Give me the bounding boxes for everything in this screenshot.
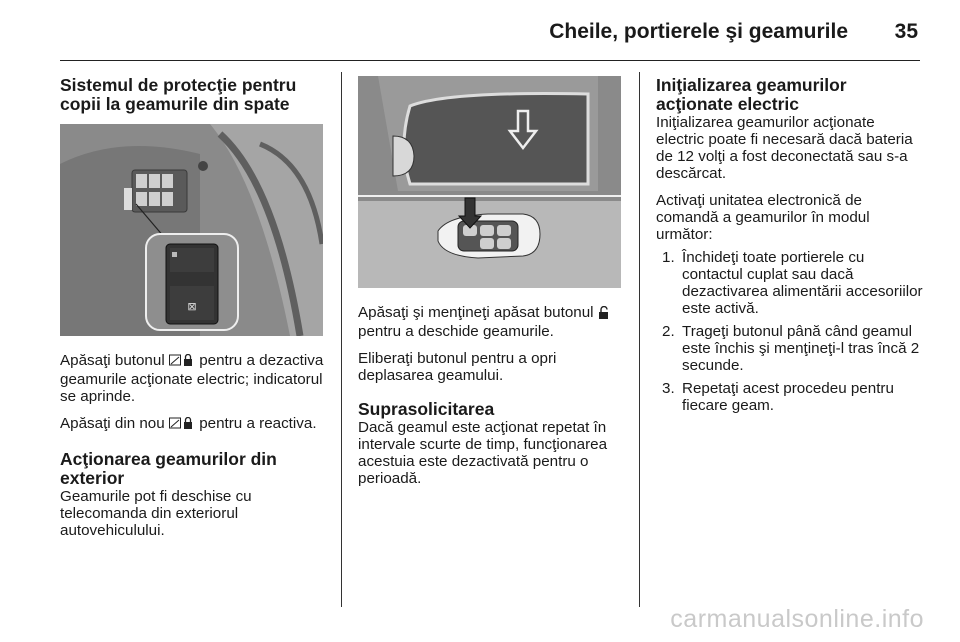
rear-window-lock-figure [60, 124, 323, 336]
section-heading: Sistemul de protecţie pentru copii la geamurile din spate [60, 75, 297, 114]
remote-key-figure [358, 76, 621, 288]
header-title: Cheile, portierele şi geamurile [549, 20, 848, 43]
section-heading: Acţionarea geamurilor din exterior [60, 449, 277, 488]
paragraph: Iniţializarea geamurilor acţionate electric poate fi necesară dacă bateria de 12 volţi a fost deconectată sau s-a descărcat. [656, 114, 913, 182]
list-item: 2. Trageţi butonul până când geamul este închis şi menţineţi-l tras încă 2 secunde. [662, 323, 920, 374]
paragraph: Apăsaţi şi menţineţi apăsat butonul pentru a deschide geamurile. [358, 304, 624, 340]
paragraph: Apăsaţi butonul pentru a dezactiva geamurile acţionate electric; indicatorul se aprinde. [60, 352, 324, 405]
list-item: 3. Repetaţi acest procedeu pentru fiecare geam. [662, 380, 894, 414]
section-heading: Iniţializarea geamurilor acţionate electric [656, 75, 847, 114]
column-divider [341, 72, 342, 607]
window-lock-icon [169, 354, 195, 371]
paragraph: Dacă geamul este acţionat repetat în intervale scurte de timp, funcţionarea acestuia este dezactivată pentru o perioadă. [358, 419, 608, 487]
steps-list [656, 249, 926, 414]
header-rule [60, 60, 920, 61]
column-1 [60, 76, 330, 549]
section-heading: Suprasolicitarea [358, 399, 495, 419]
unlock-icon [598, 306, 610, 323]
column-2 [358, 76, 624, 497]
column-divider [639, 72, 640, 607]
paragraph: Apăsaţi din nou pentru a reactiva. [60, 415, 317, 432]
watermark: carmanualsonline.info [670, 605, 924, 633]
window-lock-icon [169, 417, 195, 434]
svg-text:⊠: ⊠ [187, 300, 197, 313]
column-3 [656, 76, 926, 420]
list-item: 1. Închideţi toate portierele cu contactul cuplat sau dacă dezactivarea alimentării accesoriilor este activă. [662, 249, 923, 317]
paragraph: Geamurile pot fi deschise cu telecomanda din exteriorul autovehiculului. [60, 488, 252, 539]
paragraph: Eliberaţi butonul pentru a opri deplasarea geamului. [358, 350, 557, 384]
paragraph: Activaţi unitatea electronică de comandă a geamurilor în modul următor: [656, 192, 870, 243]
page-number: 35 [894, 20, 918, 43]
